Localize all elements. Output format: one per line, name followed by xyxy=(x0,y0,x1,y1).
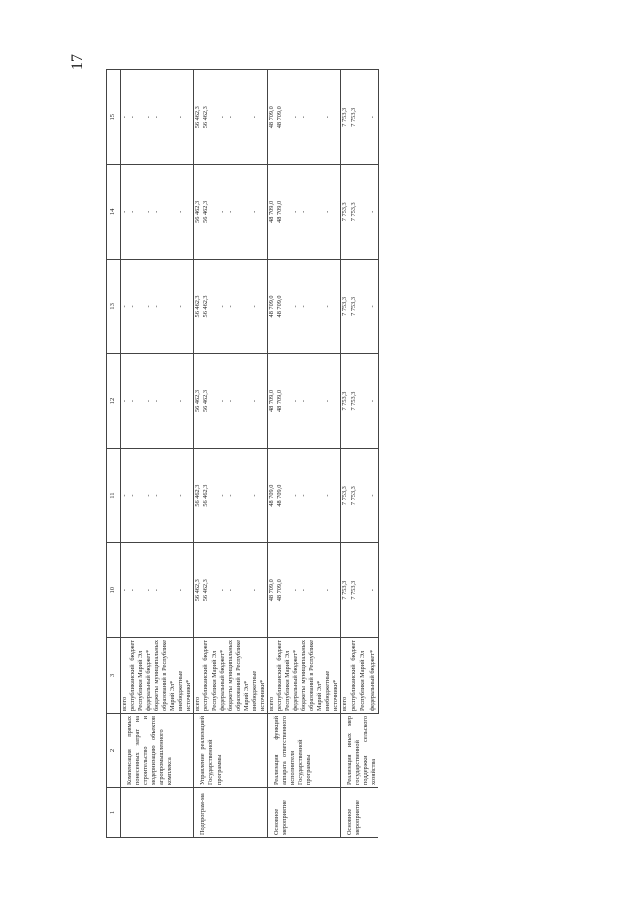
value-cell: 7 753,3 xyxy=(350,165,368,260)
value-cell: - xyxy=(292,354,300,449)
value-cell: - xyxy=(292,543,300,638)
header-cell: 10 xyxy=(107,543,121,638)
value-cell: - xyxy=(300,448,324,543)
value-cell: - xyxy=(177,543,194,638)
value-cell: - xyxy=(369,70,379,165)
budget-table xyxy=(106,69,379,838)
value-cell: - xyxy=(292,259,300,354)
value-cell: - xyxy=(153,448,177,543)
funding-source-cell: бюджеты муниципальных образований в Республике Марий Эл* xyxy=(227,638,251,714)
value-cell: - xyxy=(251,543,268,638)
table-row xyxy=(121,70,130,838)
funding-source-cell: республиканский бюджет Республики Марий Эл xyxy=(350,638,368,714)
value-cell: 7 753,3 xyxy=(350,259,368,354)
funding-source-cell: всего xyxy=(194,638,203,714)
funding-source-cell: республиканский бюджет Республики Марий Эл xyxy=(129,638,145,714)
value-cell: 7 753,3 xyxy=(341,165,351,260)
value-cell: - xyxy=(251,259,268,354)
value-cell: 56 462,3 xyxy=(202,259,218,354)
funding-source-cell: федеральный бюджет* xyxy=(219,638,227,714)
funding-source-cell: федеральный бюджет* xyxy=(369,638,379,714)
funding-source-cell: внебюджетные источники* xyxy=(251,638,268,714)
value-cell: - xyxy=(153,259,177,354)
value-cell: - xyxy=(369,259,379,354)
value-cell: - xyxy=(219,543,227,638)
value-cell: - xyxy=(121,259,130,354)
header-cell: 11 xyxy=(107,448,121,543)
value-cell: - xyxy=(153,165,177,260)
value-cell: 56 462,3 xyxy=(194,259,203,354)
value-cell: - xyxy=(300,259,324,354)
table-row xyxy=(267,70,276,838)
value-cell: - xyxy=(369,165,379,260)
value-cell: - xyxy=(129,165,145,260)
value-cell: - xyxy=(129,354,145,449)
header-cell: 13 xyxy=(107,259,121,354)
funding-source-cell: внебюджетные источники* xyxy=(177,638,194,714)
value-cell: - xyxy=(145,70,153,165)
value-cell: - xyxy=(227,354,251,449)
value-cell: - xyxy=(251,70,268,165)
value-cell: 48 709,0 xyxy=(267,354,276,449)
funding-source-cell: бюджеты муниципальных образований в Республике Марий Эл* xyxy=(300,638,324,714)
funding-source-cell: всего xyxy=(121,638,130,714)
value-cell: - xyxy=(219,448,227,543)
value-cell: - xyxy=(324,165,341,260)
value-cell: 48 709,0 xyxy=(267,448,276,543)
table-row xyxy=(341,70,351,838)
value-cell: - xyxy=(177,70,194,165)
value-cell: 48 709,0 xyxy=(276,354,292,449)
value-cell: - xyxy=(227,259,251,354)
value-cell: - xyxy=(145,354,153,449)
header-cell: 2 xyxy=(107,714,121,788)
value-cell: - xyxy=(227,70,251,165)
row-type-cell: Основное мероприятие xyxy=(341,788,379,838)
value-cell: 56 462,3 xyxy=(194,354,203,449)
value-cell: 48 709,0 xyxy=(267,543,276,638)
table-row xyxy=(194,70,203,838)
row-type-cell: Подпрограм-ма xyxy=(194,788,267,838)
funding-source-cell: внебюджетные источники* xyxy=(324,638,341,714)
funding-source-cell: федеральный бюджет* xyxy=(292,638,300,714)
value-cell: - xyxy=(121,70,130,165)
value-cell: - xyxy=(227,448,251,543)
value-cell: 48 709,0 xyxy=(276,259,292,354)
value-cell: - xyxy=(227,165,251,260)
program-name-cell: Управление реализацией Государственной программы xyxy=(194,714,267,788)
value-cell: 56 462,3 xyxy=(194,70,203,165)
header-cell: 15 xyxy=(107,70,121,165)
value-cell: - xyxy=(219,354,227,449)
value-cell: - xyxy=(145,543,153,638)
value-cell: 7 753,3 xyxy=(341,70,351,165)
value-cell: - xyxy=(153,354,177,449)
value-cell: - xyxy=(177,448,194,543)
row-type-cell: Основное мероприятие xyxy=(267,788,340,838)
program-name-cell: Компенсация прямых понесенных затрат на строительство и модернизацию объектов агропромышленного комплекса xyxy=(121,714,194,788)
value-cell: 56 462,3 xyxy=(202,70,218,165)
value-cell: - xyxy=(129,70,145,165)
value-cell: - xyxy=(292,448,300,543)
header-cell: 12 xyxy=(107,354,121,449)
value-cell: - xyxy=(145,259,153,354)
value-cell: - xyxy=(219,70,227,165)
value-cell: - xyxy=(153,543,177,638)
value-cell: 56 462,3 xyxy=(202,543,218,638)
value-cell: 7 753,3 xyxy=(341,354,351,449)
value-cell: - xyxy=(177,165,194,260)
value-cell: - xyxy=(369,354,379,449)
value-cell: - xyxy=(145,448,153,543)
value-cell: 7 753,3 xyxy=(341,448,351,543)
value-cell: 48 709,0 xyxy=(276,70,292,165)
value-cell: - xyxy=(251,448,268,543)
value-cell: - xyxy=(121,448,130,543)
funding-source-cell: республиканский бюджет Республики Марий Эл xyxy=(202,638,218,714)
value-cell: - xyxy=(251,165,268,260)
table-body xyxy=(121,70,379,838)
funding-source-cell: республиканский бюджет Республики Марий Эл xyxy=(276,638,292,714)
value-cell: 48 709,0 xyxy=(267,259,276,354)
header-cell: 1 xyxy=(107,788,121,838)
value-cell: - xyxy=(300,165,324,260)
value-cell: 56 462,3 xyxy=(194,165,203,260)
value-cell: 48 709,0 xyxy=(276,543,292,638)
value-cell: 7 753,3 xyxy=(350,70,368,165)
funding-source-cell: бюджеты муниципальных образований в Республике Марий Эл* xyxy=(153,638,177,714)
value-cell: - xyxy=(129,448,145,543)
value-cell: 56 462,3 xyxy=(202,354,218,449)
value-cell: - xyxy=(324,354,341,449)
value-cell: - xyxy=(153,70,177,165)
header-cell: 3 xyxy=(107,638,121,714)
value-cell: - xyxy=(324,70,341,165)
value-cell: - xyxy=(292,165,300,260)
value-cell: - xyxy=(324,259,341,354)
value-cell: 7 753,3 xyxy=(350,354,368,449)
funding-source-cell: федеральный бюджет* xyxy=(145,638,153,714)
value-cell: 56 462,3 xyxy=(202,448,218,543)
value-cell: 56 462,3 xyxy=(194,543,203,638)
value-cell: 7 753,3 xyxy=(350,448,368,543)
program-name-cell: Реализация иных мер государственной поддержки сельского хозяйства xyxy=(341,714,379,788)
header-cell: 14 xyxy=(107,165,121,260)
value-cell: - xyxy=(369,543,379,638)
value-cell: 56 462,3 xyxy=(202,165,218,260)
funding-source-cell: всего xyxy=(341,638,351,714)
value-cell: 48 709,0 xyxy=(267,70,276,165)
value-cell: - xyxy=(300,543,324,638)
value-cell: - xyxy=(121,165,130,260)
value-cell: - xyxy=(121,354,130,449)
table-header-row xyxy=(107,70,121,838)
value-cell: - xyxy=(324,448,341,543)
value-cell: - xyxy=(300,354,324,449)
value-cell: 48 709,0 xyxy=(276,448,292,543)
value-cell: - xyxy=(292,70,300,165)
rotated-table-frame xyxy=(106,70,578,838)
value-cell: - xyxy=(129,259,145,354)
value-cell: 56 462,3 xyxy=(194,448,203,543)
value-cell: - xyxy=(177,354,194,449)
funding-source-cell: всего xyxy=(267,638,276,714)
value-cell: - xyxy=(227,543,251,638)
value-cell: - xyxy=(177,259,194,354)
value-cell: 7 753,3 xyxy=(350,543,368,638)
page-number: 17 xyxy=(69,54,86,70)
row-type-cell xyxy=(121,788,194,838)
value-cell: - xyxy=(219,165,227,260)
value-cell: - xyxy=(219,259,227,354)
program-name-cell: Реализация функций аппарата ответственного исполнителя Государственной программы xyxy=(267,714,340,788)
value-cell: - xyxy=(324,543,341,638)
value-cell: 48 709,0 xyxy=(267,165,276,260)
value-cell: 7 753,3 xyxy=(341,259,351,354)
value-cell: - xyxy=(145,165,153,260)
value-cell: - xyxy=(251,354,268,449)
value-cell: - xyxy=(369,448,379,543)
value-cell: - xyxy=(129,543,145,638)
value-cell: - xyxy=(121,543,130,638)
value-cell: 7 753,3 xyxy=(341,543,351,638)
value-cell: 48 709,0 xyxy=(276,165,292,260)
value-cell: - xyxy=(300,70,324,165)
